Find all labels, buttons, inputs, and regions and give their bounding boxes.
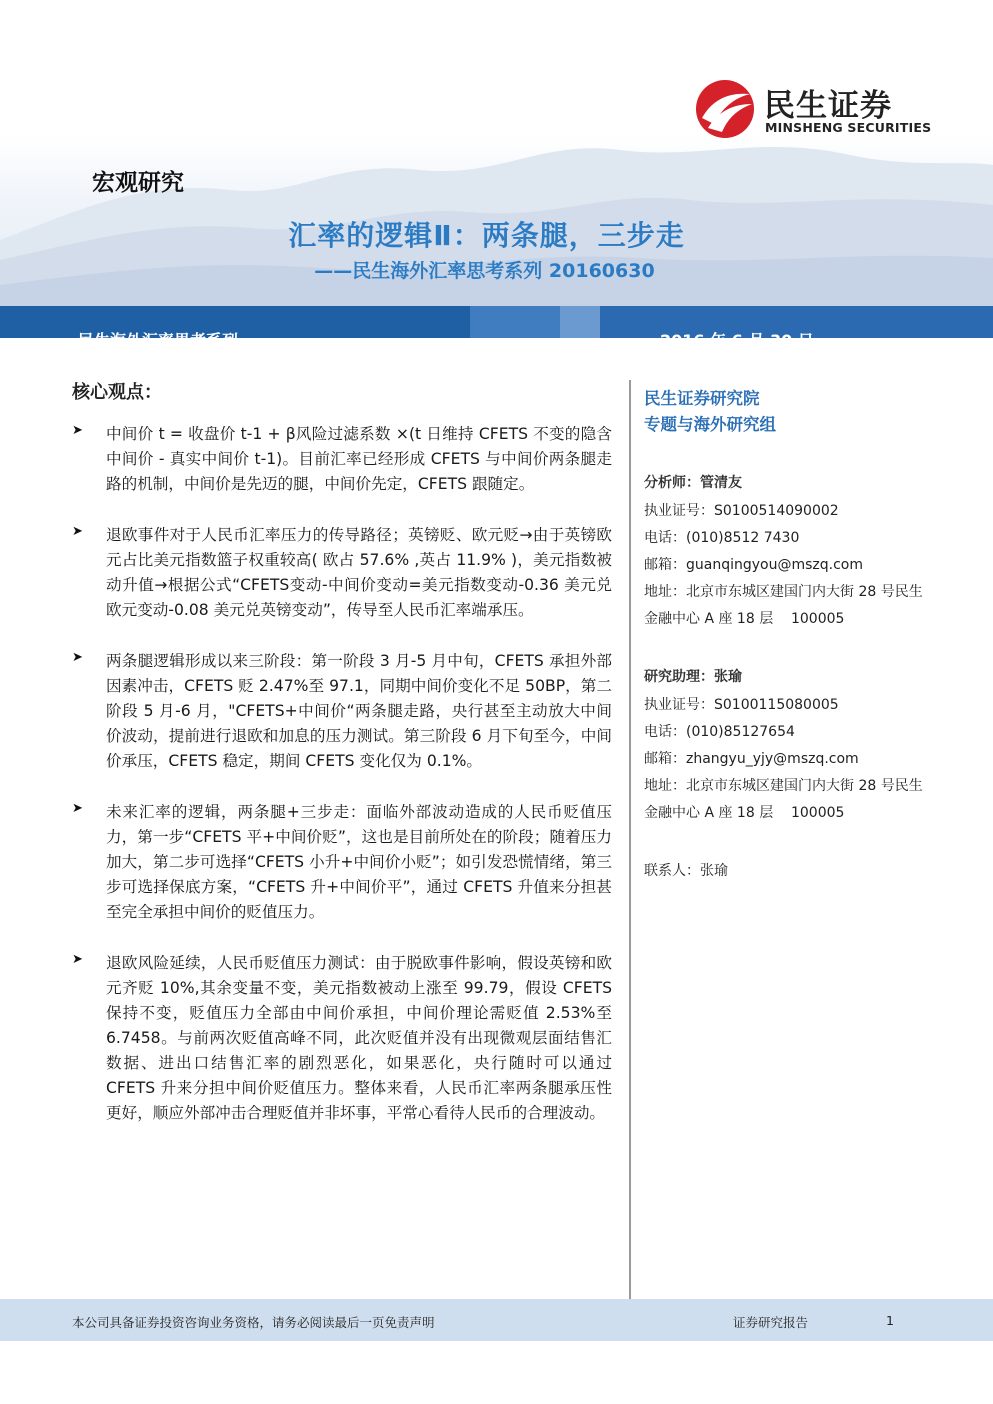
analyst-phone: 电话：(010)8512 7430	[644, 530, 800, 546]
bullet-text: 退欧风险延续，人民币贬值压力测试：由于脱欧事件影响，假设英镑和欧元齐贬 10%,其余变量不变，美元指数被动上涨至 99.79，假设 CFETS 保持不变，贬值压力全部由中间价承担，中间价理论需贬值 2.53%至 6.7458。与前两次贬值高峰不同，此次贬值并没有出现微观层面结售汇数据、进出口结售汇率的剧烈恶化，如果恶化，央行随时可以通过 CFETS 升来分担中间价贬值压力。整体来看，人民币汇率两条腿承压性更好，顺应外部冲击合理贬值并非坏事，平常心看待人民币的合理波动。	[106, 954, 612, 1122]
report-date: 2016 年 6 月 30 日	[660, 331, 814, 350]
report-subtitle	[0, 256, 993, 283]
institute-name: 民生证券研究院	[644, 389, 760, 408]
arrow-bullet-icon: ➤	[72, 423, 83, 438]
brand-name-cn: 民生证券	[764, 88, 892, 124]
list-item	[72, 800, 612, 925]
footer-doc-type: 证券研究报告	[733, 1315, 809, 1330]
list-item	[72, 422, 612, 497]
bullet-text: 退欧事件对于人民币汇率压力的传导路径；英镑贬、欧元贬→由于英镑欧元占比美元指数篮子权重较高( 欧占 57.6% ,英占 11.9% )，美元指数被动升值→根据公式“CFETS变动-中间价变动=美元指数变动-0.36 美元兑欧元变动-0.08 美元兑英镑变动”，传导至人民币汇率端承压。	[106, 526, 612, 619]
list-item	[72, 523, 612, 623]
bullet-text: 两条腿逻辑形成以来三阶段：第一阶段 3 月-5 月中旬，CFETS 承担外部因素冲击，CFETS 贬 2.47%至 97.1，同期中间价变化不足 50BP，第二阶段 5 月-6 月，"CFETS+中间价“两条腿走路，央行甚至主动放大中间价波动，提前进行退欧和加息的压力测试。第三阶段 6 月下旬至今，中间价承压，CFETS 稳定，期间 CFETS 变化仅为 0.1%。	[106, 652, 612, 770]
core-views-heading: 核心观点：	[72, 382, 162, 403]
list-item	[72, 951, 612, 1126]
core-views-list	[72, 422, 612, 1152]
report-title	[0, 214, 993, 254]
assistant-cert: 执业证号：S0100115080005	[644, 697, 839, 713]
page-number: 1	[886, 1313, 894, 1328]
research-group: 专题与海外研究组	[644, 415, 776, 434]
assistant-email[interactable]: 邮箱：zhangyu_yjy@mszq.com	[644, 751, 859, 767]
arrow-bullet-icon: ➤	[72, 650, 83, 665]
brand-name-en: MINSHENG SECURITIES	[765, 120, 932, 135]
assistant-address-1: 地址：北京市东城区建国门内大街 28 号民生	[644, 778, 923, 794]
contact-person: 联系人：张瑜	[644, 863, 728, 879]
minsheng-logo-icon	[694, 78, 756, 140]
column-divider	[629, 380, 631, 1302]
bullet-text: 中间价 t = 收盘价 t-1 + β风险过滤系数 ×(t 日维持 CFETS 不变的隐含中间价 - 真实中间价 t-1)。目前汇率已经形成 CFETS 与中间价两条腿走路的机制，中间价是先迈的腿，中间价先定，CFETS 跟随定。	[106, 425, 612, 493]
analyst-block	[644, 472, 923, 633]
assistant-label: 研究助理：张瑜	[644, 669, 742, 685]
arrow-bullet-icon: ➤	[72, 952, 83, 967]
page-footer	[0, 1299, 993, 1341]
series-date-stripe	[0, 306, 993, 350]
analyst-address-1: 地址：北京市东城区建国门内大街 28 号民生	[644, 584, 923, 600]
sidebar	[644, 386, 944, 879]
header-banner	[0, 0, 993, 350]
analyst-label: 分析师：管清友	[644, 475, 742, 491]
footer-disclaimer[interactable]: 本公司具备证券投资咨询业务资格，请务必阅读最后一页免责声明	[72, 1315, 435, 1330]
brand-logo[interactable]	[694, 78, 934, 138]
analyst-email[interactable]: 邮箱：guanqingyou@mszq.com	[644, 557, 863, 573]
series-label: 民生海外汇率思考系列	[78, 331, 239, 350]
analyst-cert: 执业证号：S0100514090002	[644, 503, 839, 519]
assistant-address-2: 金融中心 A 座 18 层 100005	[644, 805, 845, 821]
arrow-bullet-icon: ➤	[72, 524, 83, 539]
arrow-bullet-icon: ➤	[72, 801, 83, 816]
list-item	[72, 649, 612, 774]
assistant-block	[644, 666, 923, 827]
analyst-address-2: 金融中心 A 座 18 层 100005	[644, 611, 845, 627]
report-subtitle-text: ——民生海外汇率思考系列 20160630	[314, 260, 655, 282]
report-title-text: 汇率的逻辑Ⅱ：两条腿，三步走	[288, 219, 685, 252]
assistant-phone: 电话：(010)85127654	[644, 724, 795, 740]
bullet-text: 未来汇率的逻辑，两条腿+三步走：面临外部波动造成的人民币贬值压力，第一步“CFETS 平+中间价贬”，这也是目前所处在的阶段；随着压力加大，第二步可选择“CFETS 小升+中间价小贬”；如引发恐慌情绪，第三步可选择保底方案，“CFETS 升+中间价平”，通过 CFETS 升值来分担甚至完全承担中间价的贬值压力。	[106, 803, 612, 921]
report-category: 宏观研究	[92, 170, 184, 196]
